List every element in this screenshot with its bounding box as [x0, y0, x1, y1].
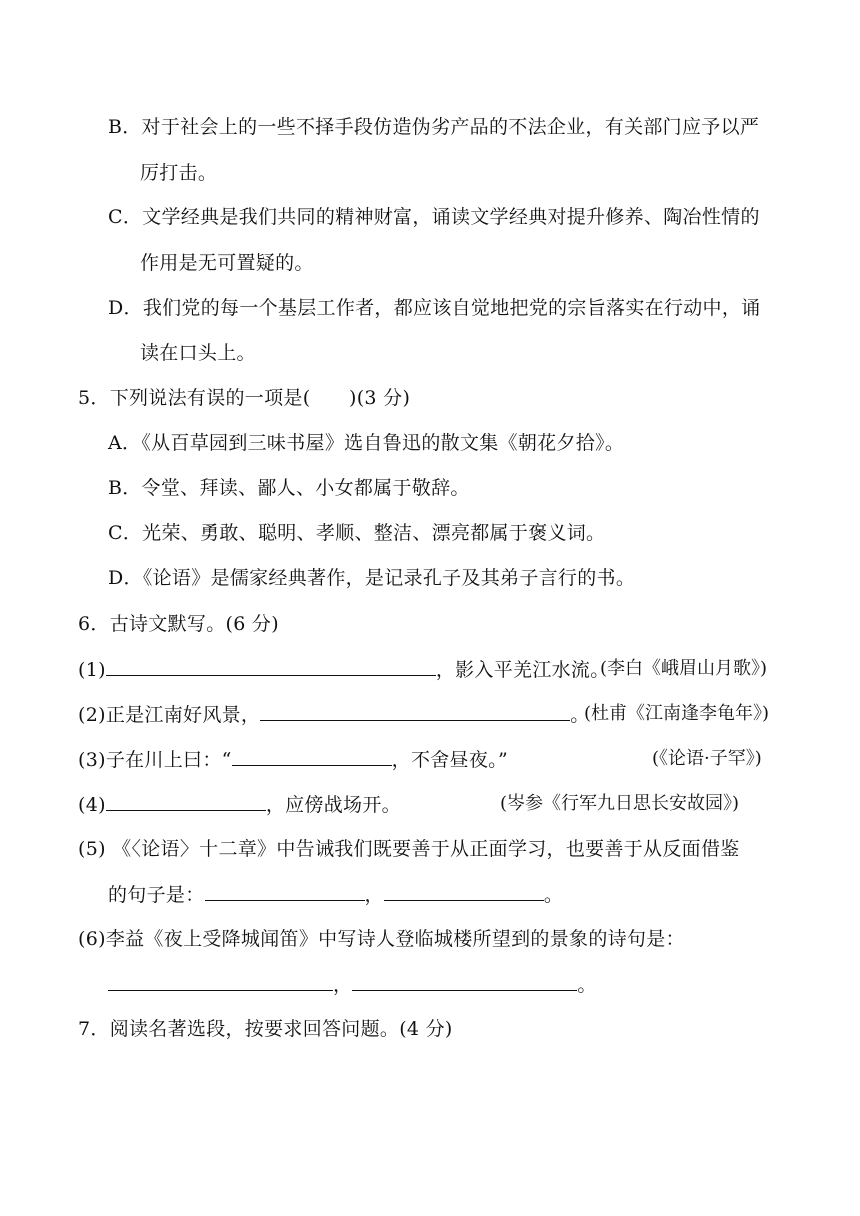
- q6-item-4-source: (岑参《行军九日思长安故园》): [500, 793, 740, 814]
- q4-option-b-line2: 厉打击。: [140, 162, 218, 184]
- q6-item-1-blank[interactable]: [106, 657, 436, 676]
- q6-item-5-comma: ，: [364, 884, 384, 906]
- q4-option-b-line1: B．对于社会上的一些不择手段仿造伪劣产品的不法企业，有关部门应予以严: [108, 116, 760, 138]
- q5-option-a: A．《从百草园到三味书屋》选自鲁迅的散文集《朝花夕拾》。: [108, 432, 625, 454]
- q5-option-d: D．《论语》是儒家经典著作，是记录孔子及其弟子言行的书。: [108, 567, 636, 589]
- q6-item-6-blank-2[interactable]: [352, 972, 577, 991]
- q6-item-2-source: (杜甫《江南逢李龟年》): [584, 703, 770, 724]
- q6-item-2-end: 。: [570, 704, 590, 726]
- q7-stem: 7．阅读名著选段，按要求回答问题。(4 分): [78, 1018, 453, 1040]
- q6-item-3: [78, 747, 508, 772]
- q4-option-c-line2: 作用是无可置疑的。: [140, 252, 314, 274]
- q6-item-6-line2: [108, 972, 597, 997]
- q6-item-4: [78, 792, 401, 817]
- q6-item-2-blank[interactable]: [260, 702, 570, 721]
- q6-item-4-blank[interactable]: [106, 792, 266, 811]
- q5-stem: 5．下列说法有误的一项是( )(3 分): [78, 387, 411, 409]
- q6-item-6-end: 。: [577, 974, 597, 996]
- q6-stem: 6．古诗文默写。(6 分): [78, 613, 279, 635]
- q5-option-c: C．光荣、勇敢、聪明、孝顺、整洁、漂亮都属于褒义词。: [108, 522, 606, 544]
- q6-item-1: [78, 657, 610, 682]
- q6-item-6-line1: (6)李益《夜上受降城闻笛》中写诗人登临城楼所望到的景象的诗句是：: [78, 928, 685, 950]
- q6-item-5-end: 。: [543, 884, 564, 906]
- q6-item-4-text: ，应傍战场开。: [265, 794, 401, 816]
- q6-item-1-text: ，影入平羌江水流。: [435, 659, 610, 681]
- q6-item-5-line2: [108, 882, 563, 907]
- q6-item-3-blank[interactable]: [232, 747, 392, 766]
- q6-item-4-number: (4): [78, 794, 106, 816]
- q4-option-c-line1: C．文学经典是我们共同的精神财富，诵读文学经典对提升修养、陶冶性情的: [108, 206, 760, 228]
- q6-item-3-end: ，不舍昼夜。”: [391, 749, 508, 771]
- q5-option-b: B．令堂、拜读、鄙人、小女都属于敬辞。: [108, 477, 470, 499]
- q6-item-3-text: (3)子在川上曰：“: [78, 749, 232, 771]
- q4-option-d-line1: D．我们党的每一个基层工作者，都应该自觉地把党的宗旨落实在行动中，诵: [108, 297, 761, 319]
- q6-item-5-text: 的句子是：: [108, 884, 205, 906]
- q6-item-1-number: (1): [78, 659, 106, 681]
- q6-item-5-blank-1[interactable]: [205, 882, 365, 901]
- q6-item-3-source: (《论语·子罕》): [652, 748, 762, 769]
- q6-item-2-text: (2)正是江南好风景，: [78, 704, 261, 726]
- q6-item-6-blank-1[interactable]: [108, 972, 333, 991]
- q6-item-6-comma: ，: [333, 974, 353, 996]
- q6-item-1-source: (李白《峨眉山月歌》): [600, 658, 768, 679]
- q6-item-5-blank-2[interactable]: [384, 882, 544, 901]
- q4-option-d-line2: 读在口头上。: [140, 342, 256, 364]
- q6-item-2: [78, 702, 590, 727]
- q6-item-5-line1: (5) 《〈论语〉十二章》中告诫我们既要善于从正面学习，也要善于从反面借鉴: [78, 838, 740, 860]
